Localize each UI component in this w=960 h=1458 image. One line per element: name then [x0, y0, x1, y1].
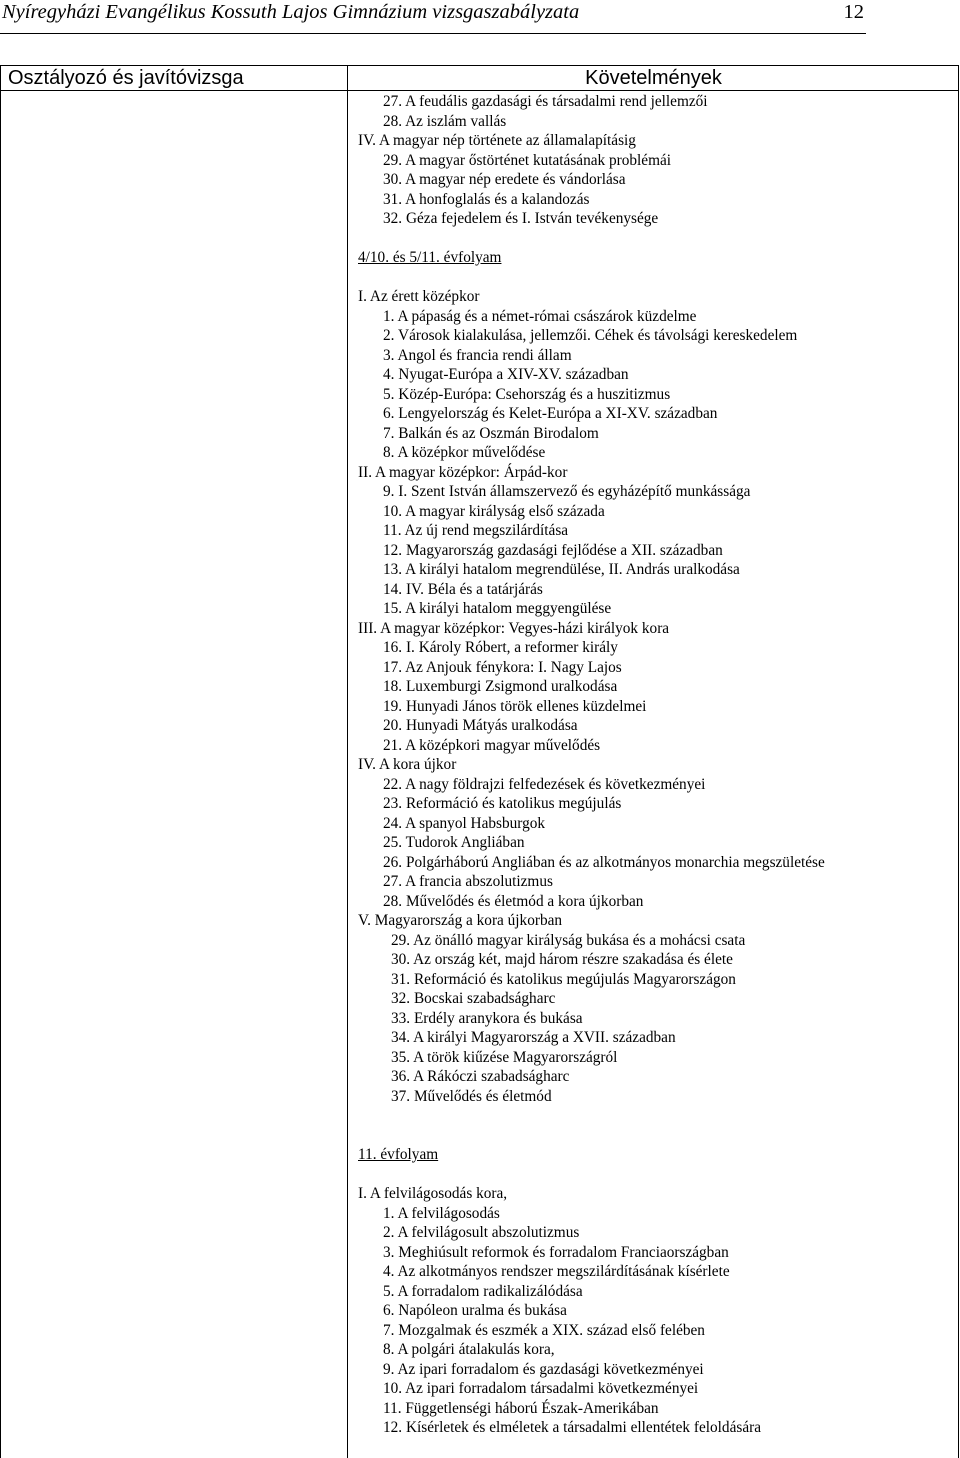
topic-heading: II. A magyar középkor: Árpád-kor — [358, 463, 568, 481]
list-item: 6. Napóleon uralma és bukása — [383, 1302, 567, 1319]
blank-line — [358, 268, 954, 288]
list-item: 15. A királyi hatalom meggyengülése — [383, 600, 612, 617]
list-item: 37. Művelődés és életmód — [391, 1087, 552, 1105]
list-item: 31. A honfoglalás és a kalandozás — [383, 190, 590, 208]
list-item: 9. Az ipari forradalom és gazdasági következményei — [383, 1360, 704, 1378]
list-item: 21. A középkori magyar művelődés — [383, 736, 601, 754]
requirements-list — [358, 92, 954, 1438]
list-item: 8. A középkor művelődése — [383, 444, 546, 461]
table-header-divider — [0, 90, 959, 91]
page-header — [0, 0, 866, 38]
blank-line — [358, 1126, 954, 1146]
list-item: 29. Az önálló magyar királyság bukása és a mohácsi csata — [391, 931, 746, 949]
list-item: 32. Bocskai szabadságharc — [391, 990, 556, 1007]
list-item: 25. Tudorok Angliában — [383, 834, 525, 851]
list-item: 16. I. Károly Róbert, a reformer király — [383, 639, 618, 656]
list-item: 1. A pápaság és a német-római császárok küzdelme — [383, 307, 697, 325]
blank-line — [358, 229, 954, 249]
list-item: 2. Városok kialakulása, jellemzői. Céhek és távolsági kereskedelem — [383, 327, 798, 344]
topic-heading: IV. A magyar nép története az államalapításig — [358, 132, 636, 149]
list-item: 3. Meghiúsult reformok és forradalom Franciaországban — [383, 1243, 729, 1261]
list-item: 9. I. Szent István államszervező és egyházépítő munkássága — [383, 483, 751, 500]
header-rule — [0, 33, 866, 34]
list-item: 12. Magyarország gazdasági fejlődése a XII. században — [383, 541, 723, 559]
list-item: 28. Az iszlám vallás — [383, 112, 507, 130]
list-item: 22. A nagy földrajzi felfedezések és következményei — [383, 775, 706, 793]
topic-heading: I. Az érett középkor — [358, 288, 480, 305]
column-header-requirements: Követelmények — [585, 67, 722, 89]
list-item: 36. A Rákóczi szabadságharc — [391, 1068, 570, 1085]
topic-heading: I. A felvilágosodás kora, — [358, 1185, 508, 1202]
list-item: 14. IV. Béla és a tatárjárás — [383, 580, 543, 598]
table-left-border — [0, 65, 1, 1458]
list-item: 5. A forradalom radikalizálódása — [383, 1282, 583, 1300]
list-item: 7. Balkán és az Oszmán Birodalom — [383, 424, 599, 442]
list-item: 26. Polgárháború Angliában és az alkotmányos monarchia megszületése — [383, 853, 825, 871]
list-item: 27. A feudális gazdasági és társadalmi rend jellemzői — [383, 93, 708, 110]
list-item: 13. A királyi hatalom megrendülése, II. András uralkodása — [383, 561, 740, 578]
list-item: 20. Hunyadi Mátyás uralkodása — [383, 717, 578, 734]
list-item: 33. Erdély aranykora és bukása — [391, 1009, 583, 1027]
page-number: 12 — [843, 1, 864, 23]
list-item: 2. A felvilágosult abszolutizmus — [383, 1224, 580, 1241]
document-title: Nyíregyházi Evangélikus Kossuth Lajos Gimnázium vizsgaszabályzata — [2, 1, 580, 23]
grade-heading: 11. évfolyam — [358, 1146, 439, 1163]
list-item: 35. A török kiűzése Magyarországról — [391, 1048, 618, 1066]
list-item: 31. Reformáció és katolikus megújulás Magyarországon — [391, 970, 736, 988]
list-item: 28. Művelődés és életmód a kora újkorban — [383, 892, 644, 910]
list-item: 11. Az új rend megszilárdítása — [383, 522, 569, 539]
list-item: 12. Kísérletek és elméletek a társadalmi ellentétek feloldására — [383, 1419, 762, 1436]
list-item: 10. Az ipari forradalom társadalmi következményei — [383, 1380, 699, 1397]
list-item: 32. Géza fejedelem és I. István tevékenysége — [383, 210, 659, 227]
blank-line — [358, 1106, 954, 1126]
list-item: 17. Az Anjouk fénykora: I. Nagy Lajos — [383, 658, 622, 676]
list-item: 8. A polgári átalakulás kora, — [383, 1341, 555, 1358]
topic-heading: V. Magyarország a kora újkorban — [358, 912, 563, 929]
list-item: 11. Függetlenségi háború Észak-Amerikában — [383, 1399, 659, 1417]
list-item: 27. A francia abszolutizmus — [383, 873, 553, 890]
list-item: 19. Hunyadi János török ellenes küzdelmei — [383, 697, 647, 715]
topic-heading: IV. A kora újkor — [358, 756, 457, 773]
list-item: 7. Mozgalmak és eszmék a XIX. század első felében — [383, 1321, 705, 1339]
grade-heading: 4/10. és 5/11. évfolyam — [358, 249, 502, 266]
list-item: 3. Angol és francia rendi állam — [383, 346, 572, 364]
list-item: 1. A felvilágosodás — [383, 1204, 500, 1222]
table-column-divider — [347, 65, 348, 1458]
list-item: 34. A királyi Magyarország a XVII. században — [391, 1029, 676, 1046]
list-item: 23. Reformáció és katolikus megújulás — [383, 795, 622, 812]
list-item: 4. Az alkotmányos rendszer megszilárdításának kísérlete — [383, 1263, 730, 1280]
list-item: 6. Lengyelország és Kelet-Európa a XI-XV. században — [383, 405, 718, 422]
column-header-exam: Osztályozó és javítóvizsga — [8, 67, 244, 89]
list-item: 30. A magyar nép eredete és vándorlása — [383, 171, 626, 188]
list-item: 18. Luxemburgi Zsigmond uralkodása — [383, 678, 618, 695]
list-item: 30. Az ország két, majd három részre szakadása és élete — [391, 951, 733, 968]
list-item: 4. Nyugat-Európa a XIV-XV. században — [383, 366, 629, 383]
list-item: 10. A magyar királyság első százada — [383, 502, 605, 520]
blank-line — [358, 1165, 954, 1185]
list-item: 29. A magyar őstörténet kutatásának problémái — [383, 151, 672, 169]
list-item: 24. A spanyol Habsburgok — [383, 814, 546, 832]
table-right-border — [958, 65, 959, 1458]
list-item: 5. Közép-Európa: Csehország és a huszitizmus — [383, 385, 671, 403]
topic-heading: III. A magyar középkor: Vegyes-házi királyok kora — [358, 619, 670, 637]
